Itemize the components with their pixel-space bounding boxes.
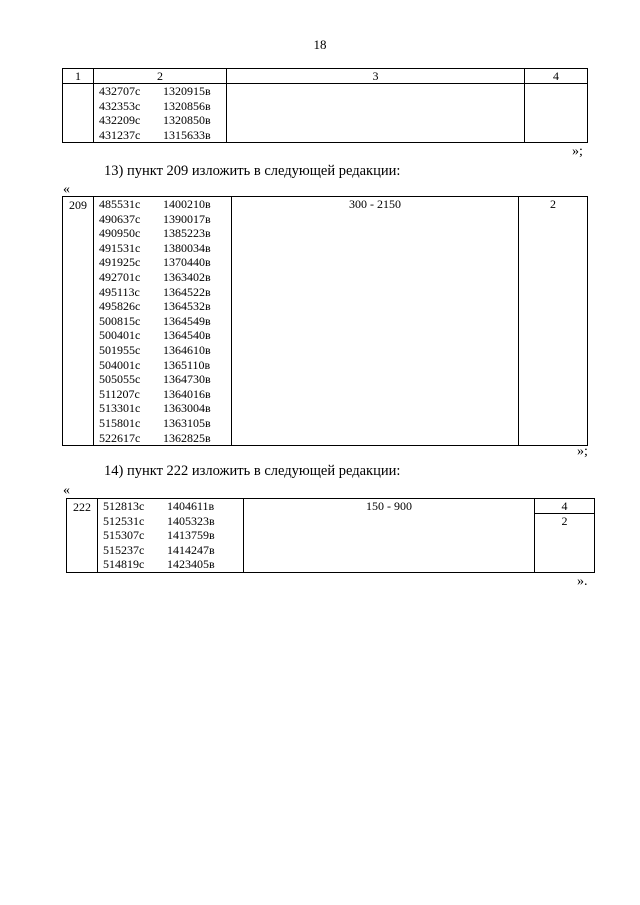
latitude-value: 491531с — [99, 240, 141, 255]
coordinates-cell — [94, 197, 232, 446]
latitude-value: 490950с — [99, 226, 141, 241]
latitude-value: 522617с — [99, 430, 141, 445]
coordinate-line — [99, 314, 231, 329]
coordinates-cell — [98, 499, 244, 573]
longitude-value: 1390017в — [163, 211, 211, 226]
coordinate-line — [99, 387, 231, 402]
latitude-value: 432707с — [99, 84, 141, 98]
latitude-value: 515237с — [103, 542, 145, 557]
coordinate-line — [103, 543, 243, 558]
longitude-value: 1370440в — [163, 255, 211, 270]
latitude-value: 492701с — [99, 269, 141, 284]
longitude-value: 1385223в — [163, 226, 211, 241]
longitude-value: 1364549в — [163, 313, 211, 328]
table-header-row — [63, 69, 588, 84]
range-cell — [227, 84, 525, 143]
coordinate-line — [99, 212, 231, 227]
coordinate-line — [99, 328, 231, 343]
coordinate-line — [99, 343, 231, 358]
number-cell — [63, 84, 94, 143]
latitude-value: 485531с — [99, 197, 141, 211]
header-col-4: 4 — [525, 69, 588, 84]
longitude-value: 1413759в — [167, 528, 215, 543]
coordinate-line — [99, 431, 231, 446]
longitude-value: 1423405в — [167, 557, 215, 572]
opening-quote: « — [63, 182, 70, 197]
coordinates-cell — [94, 84, 227, 143]
coordinate-line — [99, 299, 231, 314]
latitude-value: 514819с — [103, 557, 145, 572]
section-14-heading: 14) пункт 222 изложить в следующей редакции: — [104, 463, 401, 479]
coordinate-line — [99, 128, 226, 143]
longitude-value: 1320850в — [163, 113, 211, 128]
latitude-value: 515307с — [103, 528, 145, 543]
latitude-value: 432353с — [99, 98, 141, 113]
coordinate-line — [99, 197, 231, 212]
coordinates-table-222 — [66, 498, 595, 573]
coordinate-line — [99, 401, 231, 416]
number-cell: 222 — [67, 499, 98, 573]
coordinate-line — [99, 113, 226, 128]
latitude-value: 495113с — [99, 284, 140, 299]
latitude-value: 501955с — [99, 342, 141, 357]
coordinate-line — [99, 416, 231, 431]
value-top: 4 — [535, 499, 594, 514]
coordinate-line — [99, 372, 231, 387]
longitude-value: 1364540в — [163, 328, 211, 343]
coordinate-line — [99, 99, 226, 114]
range-cell: 150 - 900 — [244, 499, 535, 573]
longitude-value: 1364610в — [163, 342, 211, 357]
coordinate-line — [99, 285, 231, 300]
latitude-value: 490637с — [99, 211, 141, 226]
latitude-value: 512813с — [103, 499, 145, 513]
table-row — [63, 84, 588, 143]
coordinates-table-209 — [62, 196, 588, 446]
number-cell: 209 — [63, 197, 94, 446]
longitude-value: 1405323в — [167, 513, 215, 528]
longitude-value: 1320856в — [163, 98, 211, 113]
longitude-value: 1365110в — [163, 357, 211, 372]
value-bottom: 2 — [561, 514, 568, 528]
coordinates-table-continuation — [62, 68, 588, 143]
latitude-value: 431237с — [99, 127, 141, 142]
coordinate-line — [103, 499, 243, 514]
longitude-value: 1380034в — [163, 240, 211, 255]
range-cell: 300 - 2150 — [232, 197, 519, 446]
latitude-value: 515801с — [99, 415, 141, 430]
coordinate-line — [99, 241, 231, 256]
opening-quote: « — [63, 483, 70, 498]
table-row — [67, 499, 595, 573]
longitude-value: 1404611в — [167, 499, 215, 513]
longitude-value: 1400210в — [163, 197, 211, 211]
latitude-value: 495826с — [99, 299, 141, 314]
coordinate-line — [99, 255, 231, 270]
header-col-2: 2 — [94, 69, 227, 84]
coordinate-line — [99, 226, 231, 241]
latitude-value: 500401с — [99, 328, 141, 343]
latitude-value: 500815с — [99, 313, 141, 328]
longitude-value: 1320915в — [163, 84, 211, 98]
header-col-1: 1 — [63, 69, 94, 84]
longitude-value: 1364532в — [163, 299, 211, 314]
closing-quote: ». — [577, 574, 588, 589]
longitude-value: 1364016в — [163, 386, 211, 401]
value-cell: 2 — [519, 197, 588, 446]
coordinate-line — [99, 270, 231, 285]
page-number: 18 — [313, 37, 327, 52]
latitude-value: 511207с — [99, 386, 140, 401]
latitude-value: 505055с — [99, 372, 141, 387]
longitude-value: 1364522в — [163, 284, 211, 299]
coordinate-line — [99, 358, 231, 373]
section-13-heading: 13) пункт 209 изложить в следующей редакции: — [104, 163, 401, 179]
longitude-value: 1363105в — [163, 415, 211, 430]
latitude-value: 432209с — [99, 113, 141, 128]
latitude-value: 512531с — [103, 513, 145, 528]
latitude-value: 513301с — [99, 401, 141, 416]
longitude-value: 1362825в — [163, 430, 211, 445]
header-col-3: 3 — [227, 69, 525, 84]
latitude-value: 491925с — [99, 255, 141, 270]
closing-quote: »; — [577, 444, 588, 459]
longitude-value: 1364730в — [163, 372, 211, 387]
longitude-value: 1363004в — [163, 401, 211, 416]
coordinate-line — [103, 557, 243, 572]
longitude-value: 1414247в — [167, 542, 215, 557]
coordinate-line — [103, 514, 243, 529]
longitude-value: 1363402в — [163, 269, 211, 284]
latitude-value: 504001с — [99, 357, 141, 372]
table-row — [63, 197, 588, 446]
longitude-value: 1315633в — [163, 127, 211, 142]
closing-quote: »; — [572, 144, 583, 159]
value-cell — [525, 84, 588, 143]
coordinate-line — [103, 528, 243, 543]
coordinate-line — [99, 84, 226, 99]
value-cell — [535, 499, 595, 573]
